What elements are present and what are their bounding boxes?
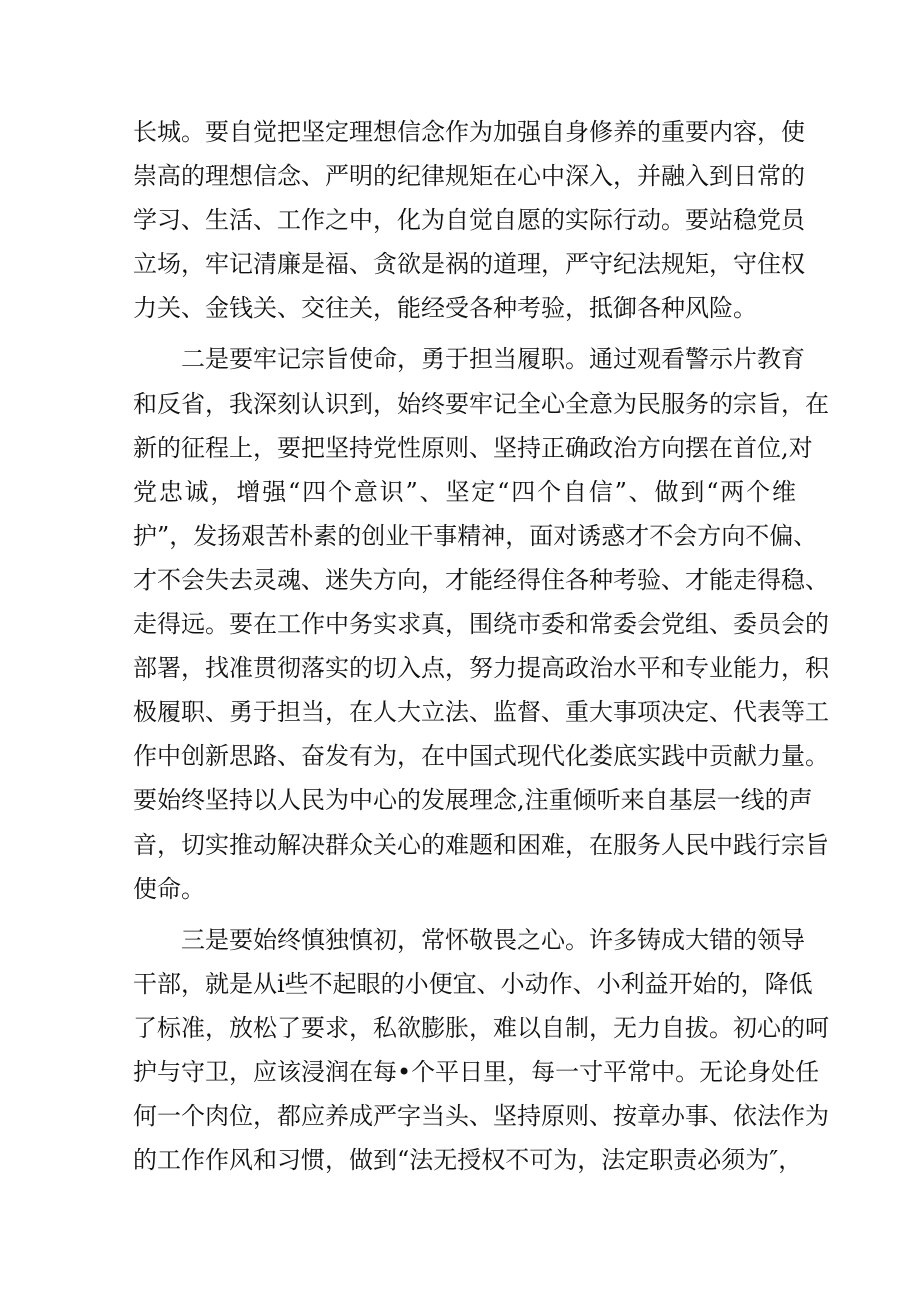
text-line: 力关、金钱关、交往关，能经受各种考验，抵御各种风险。: [133, 294, 757, 323]
text-line: 和反省，我深刻认识到，始终要牢记全心全意为民服务的宗旨，在: [133, 389, 829, 418]
text-line: 才不会失去灵魂、迷失方向，才能经得住各种考验、才能走得稳、: [133, 565, 829, 594]
text-line: 极履职、勇于担当，在人大立法、监督、重大事项决定、代表等工: [133, 698, 829, 727]
document-body: [133, 110, 829, 1182]
text-line: 的工作作风和习惯，做到“法无授权不可为，法定职责必须为″，: [133, 1146, 803, 1175]
text-line: 护与守卫，应该浸润在每•个平日里，每一寸平常中。无论身处任: [133, 1057, 820, 1086]
text-line: 作中创新思路、奋发有为，在中国式现代化娄底实践中贡献力量。: [133, 742, 829, 771]
text-line: 了标准，放松了要求，私欲膨胀，难以自制，无力自拔。初心的呵: [133, 1013, 829, 1042]
text-line: 立场，牢记清廉是福、贪欲是祸的道理，严守纪法规矩，守住权: [133, 250, 805, 279]
text-line: 何一个肉位，都应养成严字当头、坚持原则、按章办事、依法作为: [133, 1102, 829, 1131]
paragraph-first-line: 三是要始终慎独慎初，常怀敬畏之心。许多铸成大错的领导: [181, 925, 805, 954]
text-line: 长城。要自觉把坚定理想信念作为加强自身修养的重要内容，使: [133, 118, 805, 146]
text-line: 干部，就是从i些不起眼的小便宜、小动作、小利益开始的，降低: [133, 969, 813, 998]
text-line: 走得远。要在工作中务实求真，围绕市委和常委会党组、委员会的: [133, 610, 829, 639]
text-line: 新的征程上，要把坚持党性原则、坚持正确政治方向摆在首位,对: [133, 433, 813, 462]
text-line: 党忠诚，增强“四个意识”、坚定“四个自信”、做到“两个维: [133, 477, 796, 506]
text-line: 部署，找准贯彻落实的切入点，努力提高政治水平和专业能力，积: [133, 654, 829, 683]
text-line: 学习、生活、工作之中，化为自觉自愿的实际行动。要站稳党员: [133, 206, 805, 235]
text-line: 音，切实推动解决群众关心的难题和困难，在服务人民中践行宗旨: [133, 830, 829, 859]
paragraph-first-line: 二是要牢记宗旨使命，勇于担当履职。通过观看警示片教育: [181, 345, 805, 374]
text-line: 崇高的理想信念、严明的纪律规矩在心中深入，并融入到日常的: [133, 162, 805, 191]
text-line: 使命。: [133, 874, 205, 903]
text-line: 护”，发扬艰苦朴素的创业干事精神，面对诱惑才不会方向不偏、: [133, 521, 818, 550]
text-line: 要始终坚持以人民为中心的发展理念,注重倾听来自基层一线的声: [133, 786, 813, 815]
